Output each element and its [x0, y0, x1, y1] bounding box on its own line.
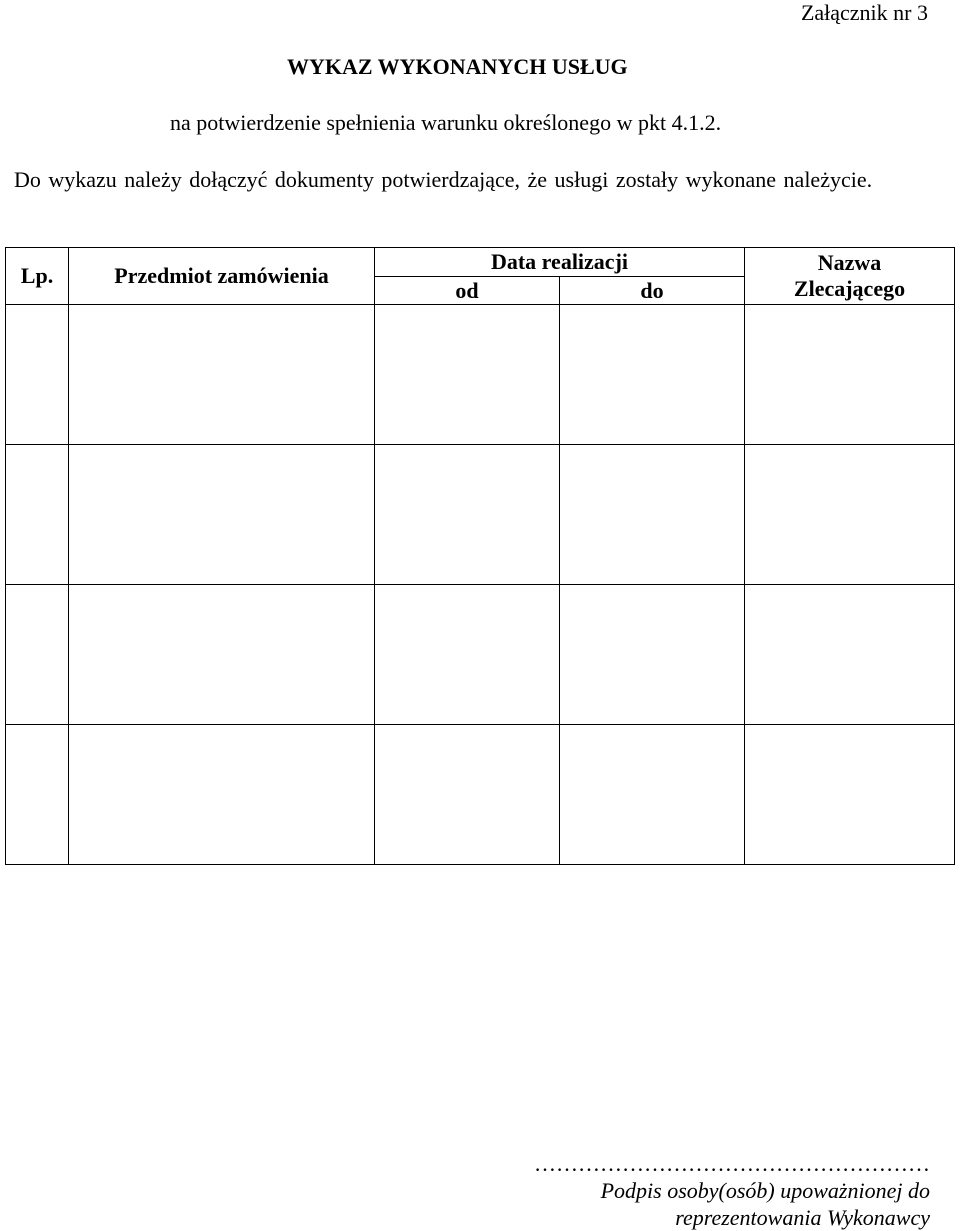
cell-subject[interactable]: [69, 305, 375, 445]
annex-label: Załącznik nr 3: [800, 0, 928, 25]
cell-from[interactable]: [375, 305, 560, 445]
cell-subject[interactable]: [69, 445, 375, 585]
table-header-row: [6, 248, 955, 277]
header-client-line1: Nazwa: [817, 250, 882, 275]
cell-client[interactable]: [745, 585, 955, 725]
header-from: od: [375, 277, 560, 305]
cell-subject[interactable]: [69, 585, 375, 725]
signature-block: [534, 1150, 930, 1231]
cell-to[interactable]: [560, 725, 745, 865]
signature-caption-line2: reprezentowania Wykonawcy: [675, 1205, 930, 1230]
cell-lp[interactable]: [6, 585, 69, 725]
header-dates-group: Data realizacji: [375, 248, 745, 277]
cell-client[interactable]: [745, 445, 955, 585]
cell-client[interactable]: [745, 305, 955, 445]
table-row: [6, 585, 955, 725]
cell-lp[interactable]: [6, 725, 69, 865]
cell-from[interactable]: [375, 445, 560, 585]
cell-to[interactable]: [560, 445, 745, 585]
signature-line: ………………………………………………: [534, 1151, 930, 1176]
cell-to[interactable]: [560, 585, 745, 725]
services-table: [5, 247, 955, 865]
header-to: do: [560, 277, 745, 305]
document-title: WYKAZ WYKONANYCH USŁUG: [287, 54, 628, 79]
header-client-line2: Zlecającego: [793, 276, 906, 301]
header-lp: Lp.: [6, 248, 69, 305]
header-client: [745, 248, 955, 305]
cell-subject[interactable]: [69, 725, 375, 865]
table-row: [6, 725, 955, 865]
cell-lp[interactable]: [6, 305, 69, 445]
cell-from[interactable]: [375, 725, 560, 865]
instruction-note: Do wykazu należy dołączyć dokumenty potwierdzające, że usługi zostały wykonane należycie.: [14, 167, 873, 192]
cell-client[interactable]: [745, 725, 955, 865]
cell-lp[interactable]: [6, 445, 69, 585]
table-row: [6, 445, 955, 585]
signature-caption-line1: Podpis osoby(osób) upoważnionej do: [600, 1178, 930, 1203]
cell-to[interactable]: [560, 305, 745, 445]
header-subject: Przedmiot zamówienia: [69, 248, 375, 305]
table-row: [6, 305, 955, 445]
cell-from[interactable]: [375, 585, 560, 725]
document-subtitle: na potwierdzenie spełnienia warunku określonego w pkt 4.1.2.: [170, 110, 722, 135]
